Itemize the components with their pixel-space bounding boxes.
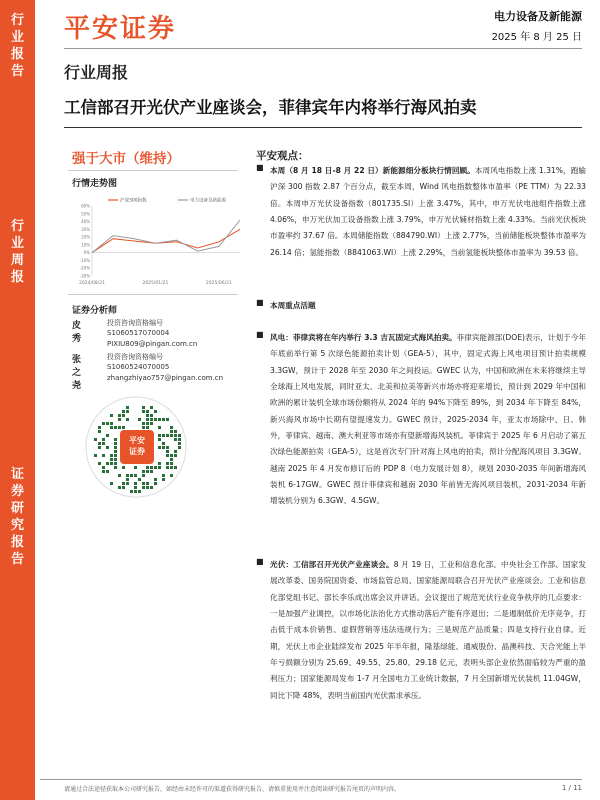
qr-module	[102, 422, 105, 425]
qr-module	[122, 414, 125, 417]
qr-module	[170, 466, 173, 469]
analyst-email[interactable]: zhangzhiyao757@pingan.com.cn	[107, 374, 224, 382]
qr-module	[142, 486, 145, 489]
footer-divider	[40, 779, 582, 780]
qr-module	[134, 466, 137, 469]
page-number: 1 / 11	[561, 784, 582, 792]
qr-module	[130, 490, 133, 493]
bullet-weekly-review	[256, 163, 586, 261]
qr-module	[174, 450, 177, 453]
qr-module	[158, 446, 161, 449]
qr-badge-logo: 平安 证券	[120, 430, 154, 464]
report-type: 行业周报	[64, 63, 129, 82]
qr-module	[106, 446, 109, 449]
qr-module	[126, 406, 129, 409]
qr-module	[114, 458, 117, 461]
qr-module	[158, 466, 161, 469]
qr-module	[98, 442, 101, 445]
qr-module	[174, 466, 177, 469]
sidebar-label-weekly: 行 业 周 报	[10, 219, 24, 285]
qr-module	[122, 426, 125, 429]
qr-module	[98, 446, 101, 449]
qr-module	[138, 478, 141, 481]
qr-module	[170, 454, 173, 457]
qr-module	[118, 474, 121, 477]
qr-module	[118, 426, 121, 429]
qr-module	[146, 426, 149, 429]
qr-module	[102, 442, 105, 445]
qr-module	[106, 422, 109, 425]
bullet-text: 菲律宾能源部(DOE)表示，计划于今年年底前举行第 5 次绿色能源拍卖计划（GEA-5），其中，固定式海上风电项目预计拍卖规模 3.3GW，预计于 2028 年至 2030 年之间投运。GWEC 认为，中国和欧洲在未来将继续主导全球海上风电发展，同时亚太、北美和拉美等新兴市场亦将迎来增长，预计到 2029 年中国和欧洲的累计装机全球市场份额将从 2024 年的 94%下降至 89%，到 2034 年下降至 84%，新兴海风市场中长期有望提速发力。GWEC 预计，2025-2034 年，亚太市场除中、日、韩外，菲律宾、越南、澳大利亚等市场亦有望新增海风装机。菲律宾于 2025 年 6 月启动了第五次绿色能源拍卖（GEA-5），这是首次专门针对海上风电的拍卖，预计分配海风项目 3.3GW。越南 2025 年 4 月发布修订后的 PDP 8（电力发展计划 8），规划 2030-2035 年间新增海风装机 6-17GW。GWEC 预计菲律宾和越南 2030 年前皆无海风项目装机，2031-2034 年新增装机分别为 6.3GW、4.5GW。	[270, 333, 586, 506]
qr-module	[146, 482, 149, 485]
bullet-text: 本周风电指数上涨 1.31%，跑输沪深 300 指数 2.87 个百分点，截至本周，Wind 风电指数整体市盈率（PE TTM）为 22.33 倍。本周申万光伏设备指数（801735.SI）上涨 3.47%，其中，申万光伏电池组件指数上涨 4.06%，申万光伏加工设备指数上涨 3.79%，申万光伏辅材指数上涨 4.33%。当前光伏板块市盈率约 37.67 倍。本周储能指数（884790.WI）上涨 2.77%，当前储能板块整体市盈率为 26.14 倍；氢能指数（8841063.WI）上涨 2.29%，当前氢能板块整体市盈率为 39.53 倍。	[270, 166, 586, 257]
footer-disclaimer: 请通过合法途径获取本公司研究报告，如经由未经许可的渠道获得研究报告，请慎重使用并注意阅读研究报告尾页的声明内容。	[64, 786, 401, 793]
qr-module	[158, 438, 161, 441]
qr-module	[118, 414, 121, 417]
bullet-key-topics	[256, 298, 586, 314]
title-divider	[64, 127, 582, 128]
qr-module	[146, 422, 149, 425]
qr-module	[122, 466, 125, 469]
qr-module	[150, 406, 153, 409]
legend-label: 电力设备及新能源	[190, 198, 226, 204]
qr-module	[178, 438, 181, 441]
report-title: 工信部召开光伏产业座谈会，菲律宾年内将举行海风拍卖	[64, 98, 477, 117]
y-tick-label: 20%	[81, 234, 90, 240]
qr-module	[122, 486, 125, 489]
qr-module	[106, 434, 109, 437]
qr-module	[150, 486, 153, 489]
qr-module	[114, 450, 117, 453]
series-line	[92, 229, 240, 252]
y-tick-label: -20%	[79, 265, 90, 271]
chart-divider	[68, 294, 238, 295]
sector-name: 电力设备及新能源	[494, 10, 582, 23]
bullet-icon: ■	[256, 298, 264, 307]
qr-module	[174, 434, 177, 437]
qr-module	[134, 490, 137, 493]
qr-module	[142, 474, 145, 477]
bullet-text: 本周重点活题	[270, 301, 316, 310]
qr-module	[118, 486, 121, 489]
rating-divider	[68, 170, 238, 171]
qr-module	[166, 450, 169, 453]
qr-module	[146, 486, 149, 489]
qr-module	[138, 418, 141, 421]
qr-module	[102, 438, 105, 441]
qr-module	[102, 454, 105, 457]
series-line	[92, 220, 240, 253]
qr-module	[150, 422, 153, 425]
y-tick-label: 10%	[81, 242, 90, 248]
y-tick-label: -10%	[79, 257, 90, 263]
qr-module	[166, 454, 169, 457]
qr-module	[162, 442, 165, 445]
bullet-text: 8 月 19 日，工业和信息化部、中央社会工作部、国家发展改革委、国务院国资委、市场监管总局、国家能源局联合召开光伏产业座谈会。工业和信息化部党组书记、部长李乐成出席会议并讲话。会议提出了规范光伏行业竞争秩序的几点要求：一是加强产业调控，以市场化法治化方式推动落后产能有序退出；二是遏制低价无序竞争，打击低于成本价销售、虚假营销等违法违规行为；三是规范产品质量；四是支持行业自律。近期，光伏上市企业陆续发布 2025 年半年报，隆基绿能、通威股份、晶澳科技、天合光能上半年亏损额分别为 25.69、49.55、25.80、29.18 亿元，表明头部企业依然面临较为严重的盈利压力；国家能源局发布 1-7 月全国电力工业统计数据，7 月全国新增光伏装机 11.04GW，同比下降 48%，表明当前国内光伏需求承压。	[270, 560, 586, 700]
qr-module	[106, 462, 109, 465]
bullet-icon: ■	[256, 330, 264, 339]
qr-module	[114, 426, 117, 429]
qr-module	[122, 482, 125, 485]
qr-module	[114, 446, 117, 449]
bullet-lead: 光伏：工信部召开光伏产业座谈会。	[270, 560, 394, 569]
qr-module	[174, 454, 177, 457]
y-tick-label: 40%	[81, 219, 90, 225]
qr-module	[170, 430, 173, 433]
y-tick-label: 0%	[83, 250, 90, 256]
qr-module	[126, 474, 129, 477]
qr-module	[126, 482, 129, 485]
qr-module	[142, 470, 145, 473]
qr-module	[114, 438, 117, 441]
qr-module	[114, 442, 117, 445]
qr-module	[150, 418, 153, 421]
sidebar-label-research: 证 券 研 究 报 告	[10, 467, 24, 567]
y-tick-label: 60%	[81, 203, 90, 209]
qr-module	[94, 454, 97, 457]
qr-module	[162, 418, 165, 421]
qr-module	[170, 426, 173, 429]
qr-module	[166, 466, 169, 469]
company-logo: 平安证券	[64, 14, 177, 44]
y-tick-label: -30%	[79, 273, 90, 279]
qr-module	[154, 410, 157, 413]
industry-rating: 强于大市（维持）	[72, 151, 180, 167]
qr-module	[174, 430, 177, 433]
qr-module	[162, 446, 165, 449]
header-divider	[64, 48, 582, 49]
qr-module	[126, 478, 129, 481]
qr-module	[154, 478, 157, 481]
analyst-license-no: S1060524070005	[107, 363, 170, 371]
qr-module	[162, 474, 165, 477]
x-tick-label: 2024/08/21	[79, 281, 105, 286]
qr-module	[142, 410, 145, 413]
qr-module	[158, 462, 161, 465]
qr-module	[178, 446, 181, 449]
report-date: 2025 年 8 月 25 日	[491, 32, 582, 43]
qr-module	[142, 482, 145, 485]
analyst-qualification-label: 投资咨询资格编号	[107, 319, 163, 327]
qr-module	[154, 418, 157, 421]
analyst-name: 张之尧	[72, 355, 82, 391]
qr-module	[170, 458, 173, 461]
qr-module	[110, 458, 113, 461]
qr-module	[150, 466, 153, 469]
qr-module	[98, 426, 101, 429]
sidebar-label-industry-report: 行 业 报 告	[10, 13, 24, 79]
analyst-license-no: S1060517070004	[107, 329, 170, 337]
qr-module	[122, 410, 125, 413]
qr-module	[158, 434, 161, 437]
qr-module	[170, 462, 173, 465]
qr-module	[170, 434, 173, 437]
x-tick-label: 2025/06/21	[205, 281, 232, 286]
qr-module	[142, 406, 145, 409]
qr-module	[114, 462, 117, 465]
bullet-lead: 本周（8 月 18 日-8 月 22 日）新能源细分板块行情回顾。	[270, 166, 475, 175]
bullet-pv	[256, 557, 586, 704]
y-tick-label: 50%	[81, 211, 90, 217]
qr-module	[158, 418, 161, 421]
qr-module	[134, 482, 137, 485]
qr-module	[110, 426, 113, 429]
qr-module	[110, 482, 113, 485]
qr-module	[126, 418, 129, 421]
qr-module	[162, 478, 165, 481]
legend-label: 沪深300指数	[120, 198, 147, 204]
x-tick-label: 2025/01/21	[142, 281, 169, 286]
qr-module	[142, 426, 145, 429]
qr-module	[110, 414, 113, 417]
bullet-icon: ■	[256, 557, 264, 566]
analyst-name: 皮秀	[72, 321, 82, 344]
qr-module	[130, 474, 133, 477]
qr-module	[98, 430, 101, 433]
left-color-bar	[0, 0, 35, 800]
y-tick-label: 30%	[81, 226, 90, 232]
analysts-title: 证券分析师	[72, 306, 118, 316]
qr-module	[138, 490, 141, 493]
qr-module	[178, 442, 181, 445]
qr-module	[146, 470, 149, 473]
qr-module	[166, 418, 169, 421]
bullet-lead: 风电：菲律宾将在年内举行 3.3 吉瓦固定式海风拍卖。	[270, 333, 457, 342]
qr-module	[170, 474, 173, 477]
qr-module	[134, 474, 137, 477]
viewpoint-title: 平安观点：	[256, 150, 309, 162]
qr-module	[94, 438, 97, 441]
qr-module	[134, 486, 137, 489]
qr-module	[110, 422, 113, 425]
trend-chart	[68, 192, 246, 288]
qr-module	[166, 446, 169, 449]
analyst-qualification-label: 投资咨询资格编号	[107, 353, 163, 361]
qr-module	[158, 426, 161, 429]
qr-module	[166, 462, 169, 465]
qr-module	[178, 434, 181, 437]
qr-module	[154, 482, 157, 485]
analyst-email[interactable]: PIXIU809@pingan.com.cn	[107, 340, 198, 348]
qr-module	[146, 410, 149, 413]
qr-module	[102, 466, 105, 469]
qr-code[interactable]	[84, 392, 188, 502]
bullet-wind	[256, 330, 586, 510]
qr-module	[118, 418, 121, 421]
qr-module	[114, 454, 117, 457]
qr-module	[106, 470, 109, 473]
bullet-icon: ■	[256, 163, 264, 172]
qr-module	[146, 418, 149, 421]
qr-module	[150, 470, 153, 473]
qr-module	[126, 410, 129, 413]
qr-module	[102, 470, 105, 473]
qr-module	[114, 466, 117, 469]
qr-module	[146, 414, 149, 417]
qr-module	[110, 462, 113, 465]
qr-module	[162, 434, 165, 437]
qr-module	[142, 422, 145, 425]
qr-module	[98, 462, 101, 465]
qr-module	[154, 466, 157, 469]
qr-module	[174, 438, 177, 441]
qr-module	[110, 454, 113, 457]
qr-module	[166, 434, 169, 437]
qr-module	[146, 466, 149, 469]
trend-chart-title: 行情走势图	[72, 179, 118, 189]
qr-module	[150, 414, 153, 417]
